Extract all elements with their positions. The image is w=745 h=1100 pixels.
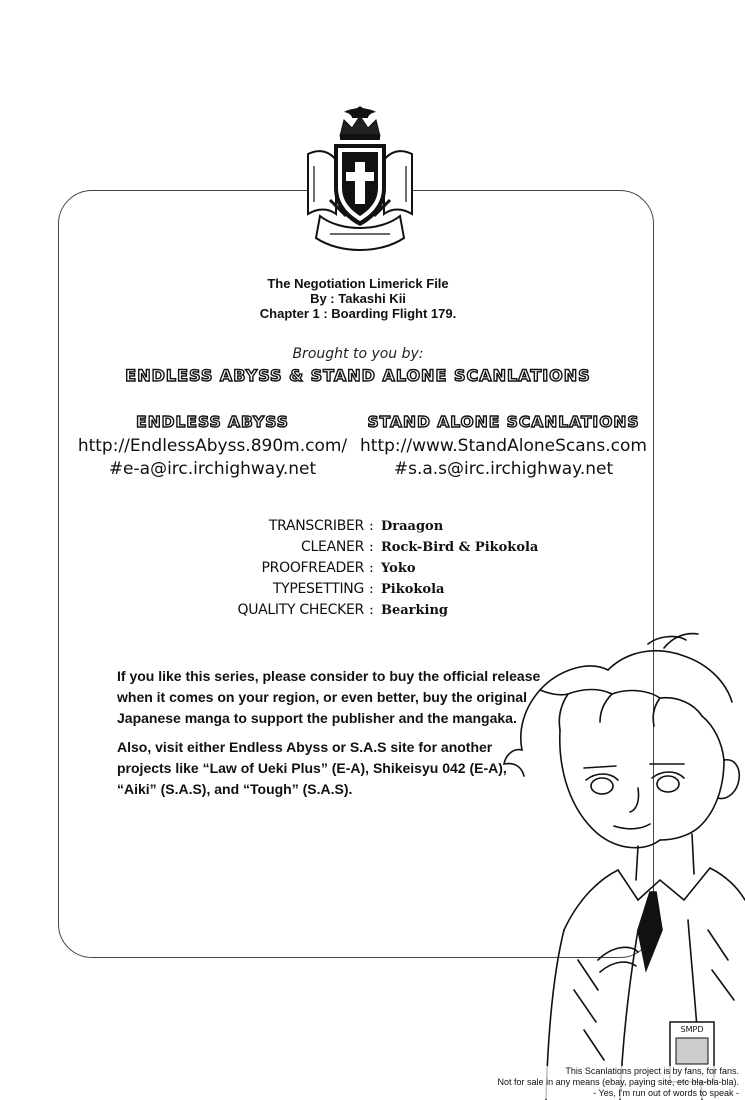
credit-separator: : <box>369 560 374 576</box>
credit-person: Bearking <box>381 603 449 618</box>
paragraph-line: Japanese manga to support the publisher and the mangaka. <box>117 710 517 726</box>
credit-role: TRANSCRIBER <box>268 518 364 534</box>
paragraph-line: If you like this series, please consider to buy the official release <box>117 668 541 684</box>
footer-disclaimer-line: This Scanlations project is by fans, for fans. <box>439 1066 739 1077</box>
credit-person: Pikokola <box>381 582 445 597</box>
credit-separator: : <box>369 539 374 555</box>
author-line: By : Takashi Kii <box>310 291 406 306</box>
credit-row <box>0 539 745 561</box>
paragraph-line: “Aiki” (S.A.S), and “Tough” (S.A.S). <box>117 781 353 797</box>
credit-person: Yoko <box>381 561 416 576</box>
credit-person: Rock-Bird & Pikokola <box>381 540 539 555</box>
credit-separator: : <box>369 518 374 534</box>
credit-role: PROOFREADER <box>261 560 364 576</box>
collab-name: ENDLESS ABYSS & STAND ALONE SCANLATIONS <box>125 366 591 385</box>
credit-separator: : <box>369 581 374 597</box>
group-url-link[interactable]: http://EndlessAbyss.890m.com/ <box>77 436 348 456</box>
chapter-line: Chapter 1 : Boarding Flight 179. <box>259 306 457 321</box>
group-irc-channel: #s.a.s@irc.irchighway.net <box>393 459 614 479</box>
group-stand-alone-scanlations <box>356 413 651 481</box>
group-url-link[interactable]: http://www.StandAloneScans.com <box>360 436 647 456</box>
paragraph-line: when it comes on your region, or even better, buy the original <box>117 689 527 705</box>
footer-disclaimer-line: - Yes, I'm run out of words to speak - <box>439 1088 739 1099</box>
group-irc-channel: #e-a@irc.irchighway.net <box>108 459 317 479</box>
brought-by-text: Brought to you by: <box>292 346 424 362</box>
group-name: STAND ALONE SCANLATIONS <box>367 413 640 431</box>
footer-disclaimer-line: Not for sale in any means (ebay, paying site, etc bla-bla-bla). <box>439 1077 739 1088</box>
credit-role: TYPESETTING <box>272 581 364 597</box>
paragraph-line: projects like “Law of Ueki Plus” (E-A), Shikeisyu 042 (E-A), <box>117 760 507 776</box>
group-name: ENDLESS ABYSS <box>136 413 289 431</box>
series-title: The Negotiation Limerick File <box>267 276 449 291</box>
credit-role: CLEANER <box>301 539 364 555</box>
character-illustration <box>488 630 745 1100</box>
credit-row <box>0 518 745 540</box>
credit-person: Draagon <box>381 519 444 534</box>
crest-logo <box>300 104 420 264</box>
credit-separator: : <box>369 602 374 618</box>
credit-row <box>0 560 745 582</box>
paragraph-line: Also, visit either Endless Abyss or S.A.S site for another <box>117 739 493 755</box>
credit-row <box>0 581 745 603</box>
credit-row <box>0 602 745 624</box>
group-endless-abyss <box>70 413 355 481</box>
badge-text: SMPD <box>680 1025 704 1034</box>
credit-role: QUALITY CHECKER <box>237 602 364 618</box>
